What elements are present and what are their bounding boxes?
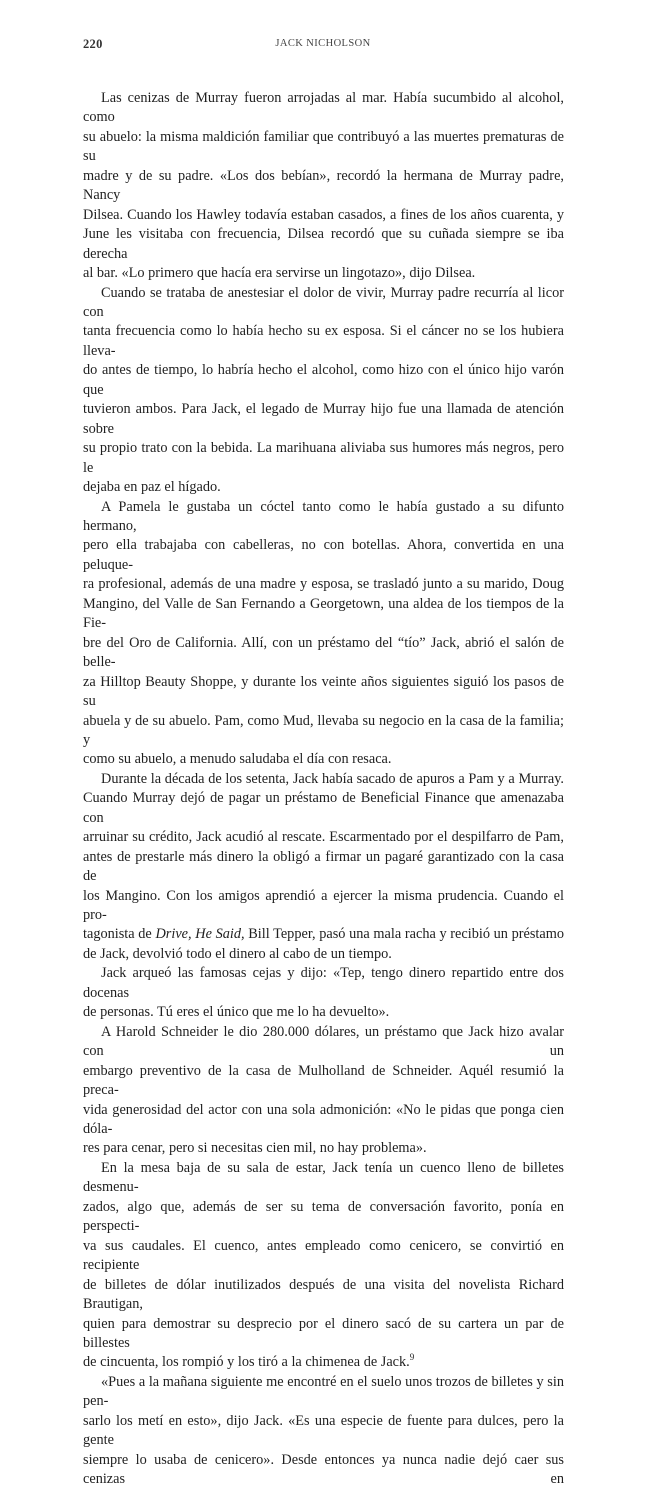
text-line: tanta frecuencia como lo había hecho su ex esposa. Si el cáncer no se los hubiera lleva- <box>83 323 564 359</box>
text-line: sarlo los metí en esto», dijo Jack. «Es una especie de fuente para dulces, pero la gente <box>83 1412 564 1449</box>
footnote-reference[interactable]: 9 <box>409 1352 415 1363</box>
paragraph <box>83 1373 564 1490</box>
text-line: res para cenar, pero si necesitas cien mil, no hay problema». <box>83 1140 427 1157</box>
text-line: abuela y de su abuelo. Pam, como Mud, llevaba su negocio en la casa de la familia; y <box>83 712 564 748</box>
text-line: de personas. Tú eres el único que me lo ha devuelto». <box>83 1004 390 1021</box>
text-line: do antes de tiempo, lo habría hecho el alcohol, como hizo con el único hijo varón que <box>83 362 564 398</box>
text-line: de billetes de dólar inutilizados después de una visita del novelista Richard Brautigan, <box>83 1276 564 1313</box>
text-line: arruinar su crédito, Jack acudió al rescate. Escarmentado por el despilfarro de Pam, <box>83 829 564 846</box>
text-line-with-footnote <box>83 1353 564 1372</box>
text-line: A Pamela le gustaba un cóctel tanto como le había gustado a su difunto hermano, <box>83 498 564 534</box>
text-line: zados, algo que, además de ser su tema de conversación favorito, ponía en perspecti- <box>83 1198 564 1235</box>
text-fragment: Bill Tepper, pasó una mala racha y recibió un préstamo <box>244 926 565 943</box>
text-line: Cuando se trataba de anestesiar el dolor de vivir, Murray padre recurría al licor con <box>83 284 564 320</box>
text-line: embargo preventivo de la casa de Mulholland de Schneider. Aquél resumió la preca- <box>83 1062 564 1099</box>
paragraph <box>83 284 564 498</box>
text-line: al bar. «Lo primero que hacía era servirse un lingotazo», dijo Dilsea. <box>83 265 476 282</box>
running-title: JACK NICHOLSON <box>275 38 371 49</box>
text-line: Mangino, del Valle de San Fernando a Georgetown, una aldea de los tiempos de la Fie- <box>83 595 564 632</box>
text-line: «Pues a la mañana siguiente me encontré en el suelo unos trozos de billetes y sin pen- <box>83 1373 564 1410</box>
text-line: dejaba en paz el hígado. <box>83 479 221 496</box>
text-line: bre del Oro de California. Allí, con un préstamo del “tío” Jack, abrió el salón de belle- <box>83 634 564 671</box>
text-line: Cuando Murray dejó de pagar un préstamo de Beneficial Finance que amenazaba con <box>83 790 564 826</box>
text-line-with-italic <box>83 925 564 944</box>
text-line: Dilsea. Cuando los Hawley todavía estaban casados, a fines de los años cuarenta, y <box>83 206 564 223</box>
text-line: madre y de su padre. «Los dos bebían», recordó la hermana de Murray padre, Nancy <box>83 167 564 204</box>
paragraph <box>83 1159 564 1373</box>
text-line: ra profesional, además de una madre y esposa, se trasladó junto a su marido, Doug <box>83 576 564 593</box>
text-line: pero ella trabajaba con cabelleras, no con botellas. Ahora, convertida en una peluque- <box>83 537 564 573</box>
text-line: de Jack, devolvió todo el dinero al cabo de un tiempo. <box>83 945 392 962</box>
text-line: A Harold Schneider le dio 280.000 dólares, un préstamo que Jack hizo avalar con un <box>83 1023 564 1060</box>
page-number: 220 <box>83 37 103 51</box>
paragraph <box>83 770 564 965</box>
text-line: En la mesa baja de su sala de estar, Jack tenía un cuenco lleno de billetes desmenu- <box>83 1159 564 1196</box>
text-line: su abuelo: la misma maldición familiar que contribuyó a las muertes prematuras de su <box>83 128 564 165</box>
text-line: Jack arqueó las famosas cejas y dijo: «Tep, tengo dinero repartido entre dos docenas <box>83 965 564 1001</box>
text-line: tuvieron ambos. Para Jack, el legado de Murray hijo fue una llamada de atención sobre <box>83 401 564 437</box>
film-title: Drive, He Said, <box>155 926 245 943</box>
paragraph <box>83 498 564 770</box>
text-line: los Mangino. Con los amigos aprendió a ejercer la misma prudencia. Cuando el pro- <box>83 887 564 924</box>
text-line: Las cenizas de Murray fueron arrojadas al mar. Había sucumbido al alcohol, como <box>83 90 564 126</box>
text-line: antes de prestarle más dinero la obligó a firmar un pagaré garantizado con la casa de <box>83 848 564 885</box>
paragraph <box>83 964 564 1022</box>
text-line: za Hilltop Beauty Shoppe, y durante los veinte años siguientes siguió los pasos de su <box>83 673 564 710</box>
text-line: quien para demostrar su desprecio por el dinero sacó de su cartera un par de billestes <box>83 1315 564 1351</box>
text-line: Durante la década de los setenta, Jack había sacado de apuros a Pam y a Murray. <box>101 770 564 787</box>
text-line: como su abuelo, a menudo saludaba el día con resaca. <box>83 751 392 768</box>
text-line: siempre lo usaba de cenicero». Desde entonces ya nunca nadie dejó caer sus cenizas en <box>83 1451 564 1488</box>
paragraph <box>83 89 564 284</box>
text-line: va sus caudales. El cuenco, antes empleado como cenicero, se convirtió en recipiente <box>83 1237 564 1274</box>
text-line: su propio trato con la bebida. La marihuana aliviaba sus humores más negros, pero le <box>83 440 564 476</box>
running-header <box>83 37 563 53</box>
text-line: vida generosidad del actor con una sola admonición: «No le pidas que ponga cien dóla- <box>83 1101 564 1138</box>
text-line: June les visitaba con frecuencia, Dilsea recordó que su cuñada siempre se iba derecha <box>83 226 564 262</box>
body-text <box>83 89 564 1490</box>
text-fragment: de cincuenta, los rompió y los tiró a la chimenea de Jack. <box>83 1354 410 1371</box>
paragraph <box>83 1023 564 1159</box>
text-fragment: tagonista de <box>83 926 156 943</box>
